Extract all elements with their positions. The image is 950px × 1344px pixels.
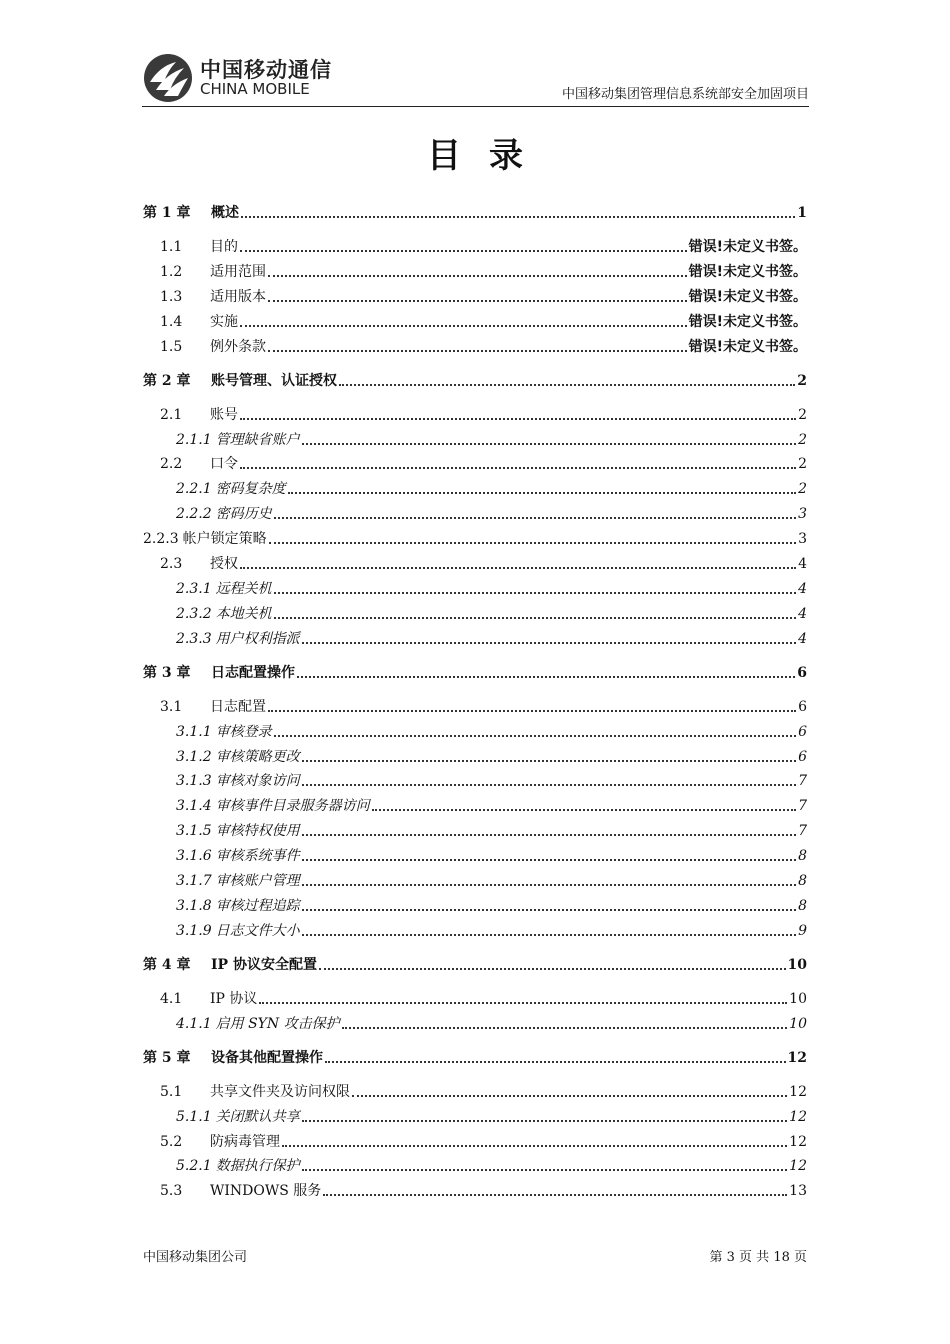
toc-leader-dots [268, 350, 687, 352]
toc-entry-title: 授权 [210, 556, 238, 572]
toc-leader-dots [372, 809, 796, 811]
toc-entry-page: 10 [789, 990, 807, 1007]
toc-entry-number: 4.1.1 [176, 1015, 212, 1032]
toc-entry-title: 账号 [210, 406, 238, 423]
toc-entry-page: 8 [798, 873, 807, 889]
toc-leader-dots [240, 567, 796, 569]
toc-entry[interactable] [143, 370, 807, 390]
project-title: 中国移动集团管理信息系统部安全加固项目 [561, 87, 809, 102]
toc-entry-number: 3.1.2 [176, 748, 212, 765]
toc-entry-number: 5.2.1 [176, 1158, 212, 1175]
toc-entry[interactable] [143, 721, 807, 741]
toc-entry-page: 12 [789, 1083, 807, 1100]
toc-entry-title: WINDOWS 服务 [210, 1183, 322, 1200]
toc-leader-dots [274, 617, 796, 619]
footer-company: 中国移动集团公司 [143, 1250, 248, 1265]
toc-entry-title: 审核对象访问 [215, 773, 300, 790]
toc-entry-number: 1.1 [160, 239, 183, 255]
toc-entry-number: 2.3.3 [176, 630, 212, 647]
toc-leader-dots [288, 492, 796, 494]
toc-entry-number: 5.1 [160, 1083, 183, 1100]
toc-entry-title: 目的 [210, 239, 238, 255]
toc-leader-dots [302, 909, 796, 911]
toc-entry-title: 远程关机 [215, 580, 272, 597]
toc-entry-title: 防病毒管理 [210, 1133, 280, 1150]
toc-leader-dots [268, 710, 796, 712]
toc-entry-title: 启用 SYN 攻击保护 [215, 1015, 340, 1032]
toc-entry-page: 3 [798, 531, 807, 548]
toc-entry[interactable] [143, 202, 807, 222]
toc-entry-number: 第 1 章 [143, 205, 191, 221]
toc-entry[interactable] [143, 1047, 807, 1067]
toc-entry[interactable] [143, 920, 807, 940]
toc-entry-page: 8 [798, 848, 807, 865]
toc-entry-title: 用户权利指派 [215, 630, 300, 647]
toc-leader-dots [302, 834, 796, 836]
toc-entry-page: 12 [789, 1108, 807, 1125]
toc-entry-page: 错误!未定义书签。 [688, 239, 807, 255]
toc-entry-number: 1.2 [160, 263, 183, 280]
toc-entry-number: 3.1.6 [176, 848, 212, 865]
toc-entry-page: 6 [798, 723, 807, 740]
toc-entry-number: 1.5 [160, 338, 183, 355]
toc-entry-page: 12 [789, 1133, 807, 1150]
toc-entry-title: 审核过程追踪 [215, 897, 300, 914]
toc-leader-dots [339, 384, 795, 386]
toc-leader-dots [319, 968, 786, 970]
toc-entry-title: 本地关机 [215, 605, 272, 622]
toc-leader-dots [259, 1002, 787, 1004]
toc-leader-dots [323, 1194, 787, 1196]
toc-entry-page: 10 [787, 956, 807, 973]
toc-entry-title: 审核策略更改 [215, 748, 300, 765]
toc-entry-title: 审核系统事件 [215, 848, 300, 865]
toc-entry-title: 审核账户管理 [215, 873, 300, 889]
toc-entry[interactable] [143, 261, 807, 281]
toc-entry[interactable] [143, 429, 807, 449]
toc-entry[interactable] [143, 770, 807, 790]
toc-entry-title: 密码历史 [215, 506, 272, 523]
toc-entry-page: 1 [797, 205, 807, 221]
toc-entry-title: 关闭默认共享 [215, 1108, 300, 1125]
toc-entry-number: 2.3 [160, 556, 183, 572]
toc-entry-page: 4 [798, 605, 807, 622]
logo-chinese-text: 中国移动通信 [200, 58, 332, 82]
toc-leader-dots [302, 1120, 788, 1122]
toc-entry[interactable] [143, 1013, 807, 1033]
toc-entry[interactable] [143, 603, 807, 623]
toc-leader-dots [342, 1027, 788, 1029]
toc-entry-number: 3.1.8 [176, 897, 212, 914]
toc-leader-dots [302, 1169, 788, 1171]
toc-entry-number: 2.2 [160, 456, 183, 473]
toc-leader-dots [240, 250, 687, 252]
toc-entry-number: 3.1.9 [176, 922, 212, 939]
toc-entry[interactable] [143, 236, 807, 256]
toc-entry-number: 2.1.1 [176, 431, 212, 448]
toc-entry-page: 13 [789, 1183, 807, 1200]
toc-entry[interactable] [143, 528, 807, 548]
toc-entry[interactable] [143, 662, 807, 682]
toc-entry-page: 9 [798, 922, 807, 939]
toc-entry-page: 6 [797, 664, 807, 681]
toc-entry-page: 8 [798, 897, 807, 914]
toc-entry-number: 4.1 [160, 990, 183, 1007]
toc-entry[interactable] [143, 453, 807, 473]
toc-entry-title: 审核事件目录服务器访问 [215, 798, 370, 815]
toc-entry-page: 错误!未定义书签。 [688, 288, 807, 305]
toc-entry[interactable] [143, 845, 807, 865]
toc-entry-page: 2 [798, 406, 807, 423]
toc-entry[interactable] [143, 578, 807, 598]
toc-leader-dots [325, 1061, 786, 1063]
toc-leader-dots [269, 542, 796, 544]
toc-leader-dots [297, 676, 795, 678]
toc-entry-page: 4 [798, 580, 807, 597]
toc-entry-page: 2 [797, 372, 807, 389]
toc-leader-dots [302, 642, 796, 644]
toc-entry-number: 3.1.3 [176, 773, 212, 790]
toc-entry[interactable] [143, 870, 807, 890]
toc-leader-dots [268, 275, 687, 277]
toc-entry-page: 3 [798, 506, 807, 523]
toc-entry-number: 第 5 章 [143, 1049, 191, 1066]
toc-entry[interactable] [143, 820, 807, 840]
toc-entry-title: 共享文件夹及访问权限 [210, 1083, 350, 1100]
toc-entry[interactable] [143, 503, 807, 523]
toc-entry-title: 日志文件大小 [215, 922, 300, 939]
toc-entry-number: 1.3 [160, 288, 183, 305]
toc-leader-dots [240, 418, 796, 420]
toc-entry[interactable] [143, 286, 807, 306]
toc-leader-dots [302, 784, 796, 786]
toc-entry[interactable] [143, 988, 807, 1008]
toc-entry-page: 7 [798, 798, 807, 815]
toc-entry[interactable] [143, 311, 807, 331]
toc-entry-title: 数据执行保护 [215, 1158, 300, 1175]
toc-entry-title: 适用范围 [210, 263, 266, 280]
page-title: 目录 [427, 136, 551, 176]
toc-entry[interactable] [143, 1131, 807, 1151]
toc-entry-title: 实施 [210, 313, 238, 330]
toc-entry-number: 第 4 章 [143, 956, 191, 973]
toc-entry-title: 审核登录 [215, 723, 272, 740]
toc-entry[interactable] [143, 628, 807, 648]
toc-entry-number: 2.2.1 [176, 481, 212, 498]
toc-leader-dots [240, 467, 796, 469]
toc-entry-title: 设备其他配置操作 [211, 1049, 323, 1066]
toc-entry-page: 7 [798, 823, 807, 840]
toc-entry-title: IP 协议安全配置 [211, 956, 317, 973]
toc-leader-dots [282, 1145, 787, 1147]
toc-entry-number: 第 2 章 [143, 372, 191, 389]
toc-entry-page: 12 [789, 1158, 807, 1175]
toc-entry[interactable] [143, 954, 807, 974]
toc-entry[interactable] [143, 696, 807, 716]
toc-entry-page: 错误!未定义书签。 [688, 338, 807, 355]
toc-entry-page: 6 [798, 748, 807, 765]
toc-entry[interactable] [143, 1106, 807, 1126]
toc-entry-number: 1.4 [160, 313, 183, 330]
toc-entry-page: 10 [789, 1015, 807, 1032]
footer-page-info: 第 3 页 共 18 页 [709, 1250, 807, 1265]
toc-entry[interactable] [143, 1081, 807, 1101]
toc-entry-number: 5.1.1 [176, 1108, 212, 1125]
toc-entry-title: 日志配置 [210, 698, 266, 715]
toc-leader-dots [302, 884, 796, 886]
toc-entry-page: 7 [798, 773, 807, 790]
toc-leader-dots [302, 760, 796, 762]
toc-leader-dots [302, 934, 796, 936]
toc-entry-title: 日志配置操作 [211, 664, 295, 681]
toc-leader-dots [302, 859, 796, 861]
toc-entry[interactable] [143, 1180, 807, 1200]
toc-entry-title: 概述 [211, 205, 239, 221]
toc-entry-number: 2.2.2 [176, 506, 212, 523]
toc-leader-dots [240, 325, 687, 327]
toc-entry-page: 6 [798, 698, 807, 715]
toc-leader-dots [274, 592, 796, 594]
toc-entry[interactable] [143, 478, 807, 498]
toc-leader-dots [302, 443, 796, 445]
toc-entry-page: 2 [798, 481, 807, 498]
toc-entry[interactable] [143, 746, 807, 766]
toc-entry-title: 适用版本 [210, 288, 266, 305]
china-mobile-logo [142, 50, 342, 104]
toc-entry-number: 3.1.1 [176, 723, 212, 740]
toc-entry-page: 12 [787, 1049, 807, 1066]
toc-leader-dots [274, 735, 796, 737]
toc-entry-number: 2.3.2 [176, 605, 212, 622]
toc-entry-page: 4 [798, 556, 807, 572]
toc-entry[interactable] [143, 404, 807, 424]
toc-entry-page: 2 [798, 456, 807, 473]
toc-entry-title: 口令 [210, 456, 238, 473]
toc-entry-number: 5.2 [160, 1133, 183, 1150]
toc-entry-title: 帐户锁定策略 [182, 531, 267, 548]
china-mobile-logo-icon [142, 52, 194, 104]
toc-entry[interactable] [143, 553, 807, 573]
toc-entry-title: 管理缺省账户 [215, 431, 300, 448]
toc-entry[interactable] [143, 895, 807, 915]
toc-entry-title: 账号管理、认证授权 [211, 372, 337, 389]
toc-leader-dots [268, 300, 687, 302]
toc-entry-page: 错误!未定义书签。 [688, 263, 807, 280]
toc-entry-number: 第 3 章 [143, 664, 191, 681]
toc-leader-dots [241, 216, 795, 218]
toc-entry-number: 2.2.3 [143, 531, 179, 548]
toc-entry[interactable] [143, 1155, 807, 1175]
toc-entry-title: 例外条款 [210, 338, 266, 355]
toc-entry-number: 3.1.4 [176, 798, 212, 815]
toc-leader-dots [274, 517, 796, 519]
toc-entry-title: IP 协议 [210, 990, 258, 1007]
toc-entry-number: 3.1.7 [176, 873, 212, 889]
toc-leader-dots [352, 1095, 787, 1097]
toc-entry-number: 2.3.1 [176, 580, 212, 597]
toc-entry-number: 3.1.5 [176, 823, 212, 840]
toc-entry-number: 2.1 [160, 406, 183, 423]
toc-entry-page: 2 [798, 431, 807, 448]
toc-entry-number: 3.1 [160, 698, 183, 715]
toc-entry-page: 4 [798, 630, 807, 647]
page-header [142, 50, 809, 107]
toc-entry-title: 审核特权使用 [215, 823, 300, 840]
toc-entry[interactable] [143, 795, 807, 815]
toc-entry-page: 错误!未定义书签。 [688, 313, 807, 330]
logo-english-text: CHINA MOBILE [200, 80, 310, 98]
toc-entry-title: 密码复杂度 [215, 481, 286, 498]
toc-entry[interactable] [143, 336, 807, 356]
toc-entry-number: 5.3 [160, 1183, 183, 1200]
